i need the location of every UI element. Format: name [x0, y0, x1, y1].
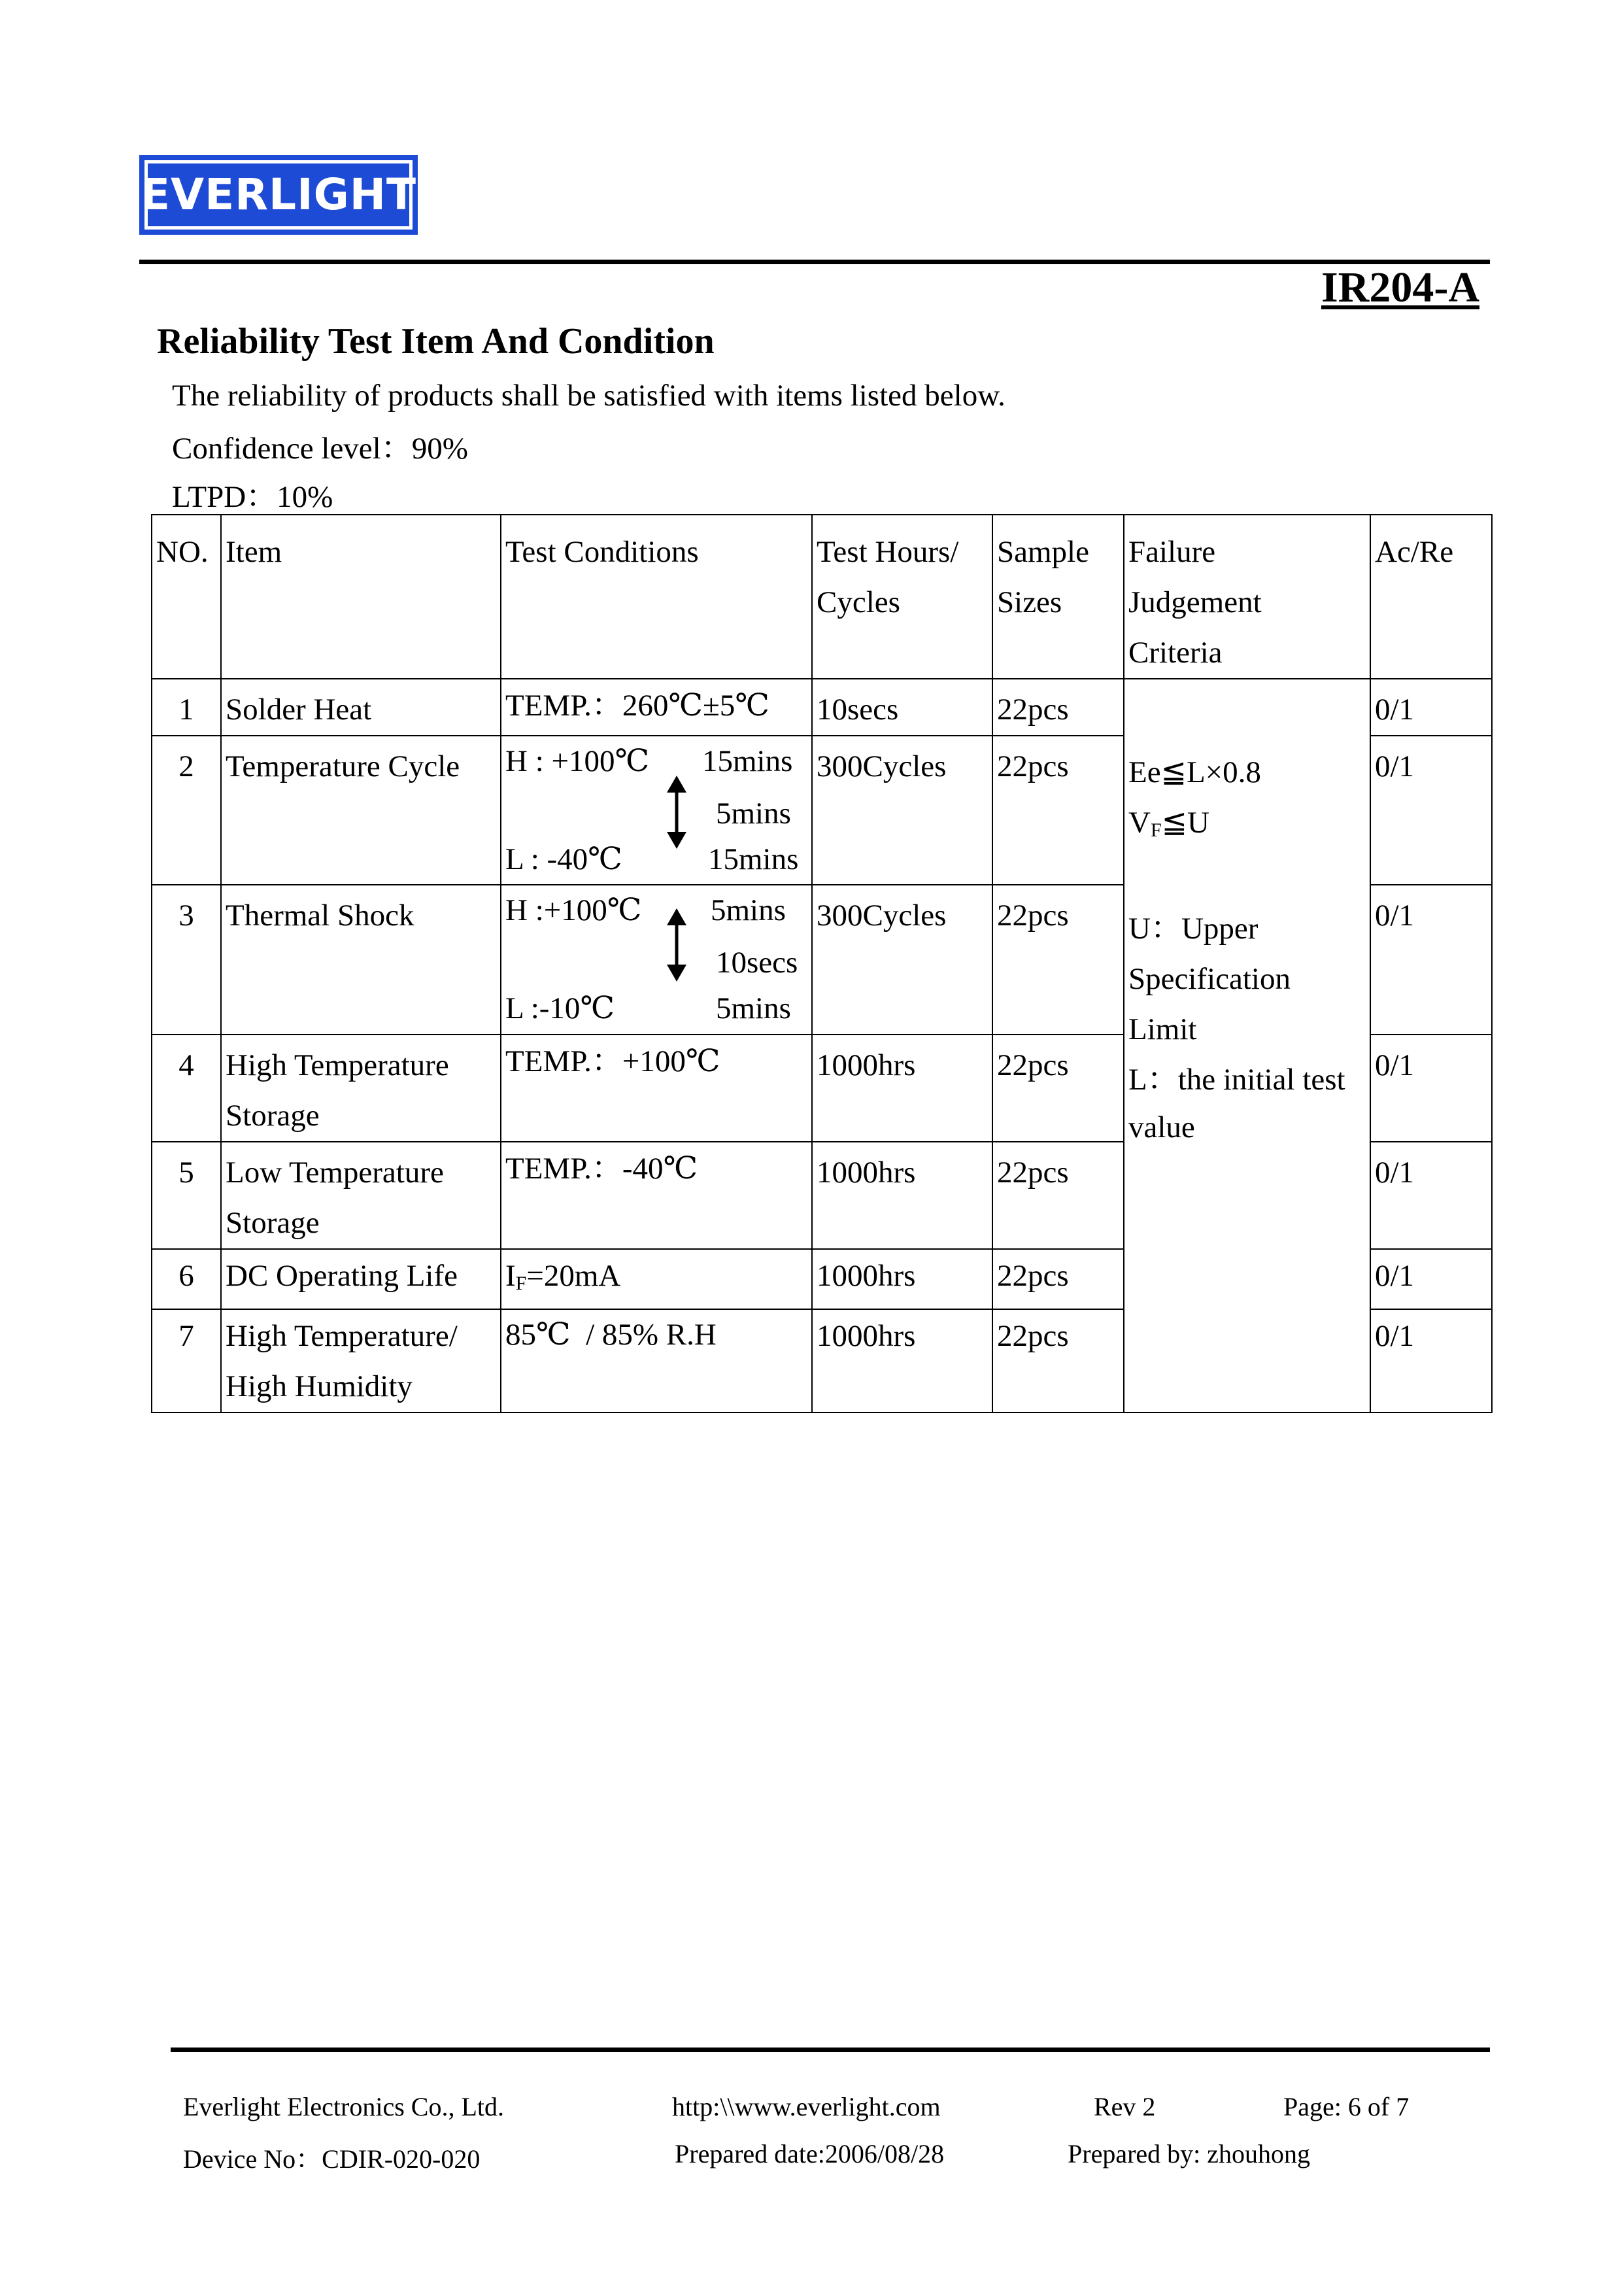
row-acre: 0/1	[1370, 1309, 1492, 1413]
row-item	[221, 1309, 501, 1413]
cond-if-pre: I	[505, 1259, 516, 1293]
intro-line-1: The reliability of products shall be satisfied with items listed below.	[172, 379, 1005, 413]
cond-high-time: 15mins	[702, 744, 793, 778]
header-sample-line2: Sizes	[997, 585, 1062, 619]
footer-company: Everlight Electronics Co., Ltd.	[183, 2092, 504, 2121]
up-down-arrow-icon	[667, 776, 686, 849]
cond-high: H : +100℃	[505, 744, 650, 778]
footer-page-number: Page: 6 of 7	[1283, 2092, 1410, 2121]
section-title: Reliability Test Item And Condition	[157, 321, 715, 362]
header-failure-criteria	[1124, 515, 1370, 679]
row-condition: TEMP.：260℃±5℃	[501, 679, 812, 736]
row-hours: 1000hrs	[812, 1035, 992, 1142]
row-condition-cycle	[501, 736, 812, 885]
header-sample-sizes	[992, 515, 1124, 679]
row-condition: TEMP.：-40℃	[501, 1142, 812, 1249]
logo-text: EVERLIGHT	[140, 169, 417, 220]
row-sample: 22pcs	[992, 1142, 1124, 1249]
criteria-vf-pre: V	[1128, 806, 1151, 840]
header-ac-re: Ac/Re	[1370, 515, 1492, 679]
row-acre: 0/1	[1370, 736, 1492, 885]
ltpd: LTPD：10%	[172, 480, 333, 514]
cond-high-time: 5mins	[711, 893, 786, 927]
row-hours: 1000hrs	[812, 1249, 992, 1309]
header-failure-line1: Failure	[1128, 535, 1216, 569]
row-sample: 22pcs	[992, 736, 1124, 885]
row-condition	[501, 1249, 812, 1309]
header-test-hours-line2: Cycles	[817, 585, 900, 619]
cond-if-post: =20mA	[526, 1259, 621, 1293]
criteria-vf-sub: F	[1150, 819, 1162, 841]
row-hours: 1000hrs	[812, 1142, 992, 1249]
criteria-line-initial: L：the initial test	[1128, 1063, 1345, 1097]
table-row	[152, 679, 1492, 736]
row-sample: 22pcs	[992, 1249, 1124, 1309]
criteria-line-upper: U：Upper	[1128, 912, 1259, 946]
row-sample: 22pcs	[992, 1309, 1124, 1413]
row-hours: 300Cycles	[812, 885, 992, 1035]
row-acre: 0/1	[1370, 1249, 1492, 1309]
row-item	[221, 1142, 501, 1249]
row-hours: 300Cycles	[812, 736, 992, 885]
criteria-line-value: value	[1128, 1110, 1195, 1144]
row-item-line2: High Humidity	[226, 1369, 413, 1403]
row-no: 2	[152, 736, 221, 885]
row-sample: 22pcs	[992, 679, 1124, 736]
row-item-line2: Storage	[226, 1099, 320, 1133]
row-item: Solder Heat	[221, 679, 501, 736]
footer-device-no: Device No：CDIR-020-020	[183, 2144, 481, 2174]
row-item-line1: High Temperature	[226, 1048, 449, 1082]
cond-low: L :-10℃	[505, 991, 615, 1025]
row-item: Temperature Cycle	[221, 736, 501, 885]
cond-transition-time: 10secs	[716, 946, 798, 980]
footer-prepared-date: Prepared date:2006/08/28	[675, 2139, 945, 2168]
header-failure-line3: Criteria	[1128, 636, 1223, 670]
model-number: IR204-A	[1321, 264, 1479, 311]
row-acre: 0/1	[1370, 679, 1492, 736]
cond-transition-time: 5mins	[716, 797, 791, 831]
everlight-logo	[139, 155, 418, 235]
footer-prepared-by: Prepared by: zhouhong	[1068, 2139, 1311, 2168]
criteria-line-spec: Specification	[1128, 962, 1291, 996]
cond-low-time: 15mins	[708, 842, 799, 876]
row-item-line1: High Temperature/	[226, 1319, 458, 1353]
up-down-arrow-icon	[667, 908, 686, 982]
table-header-row	[152, 515, 1492, 679]
footer-rule	[171, 2048, 1490, 2052]
header-item: Item	[221, 515, 501, 679]
criteria-line-ee: Ee≦L×0.8	[1128, 755, 1261, 789]
cond-low-time: 5mins	[716, 991, 791, 1025]
reliability-table	[151, 514, 1493, 1413]
row-condition: 85℃ / 85% R.H	[501, 1309, 812, 1413]
header-failure-line2: Judgement	[1128, 585, 1262, 619]
header-test-conditions: Test Conditions	[501, 515, 812, 679]
header-test-hours	[812, 515, 992, 679]
confidence-level: Confidence level：90%	[172, 432, 468, 466]
header-no: NO.	[152, 515, 221, 679]
row-condition-shock	[501, 885, 812, 1035]
row-item-line1: Low Temperature	[226, 1156, 444, 1190]
row-no: 7	[152, 1309, 221, 1413]
row-acre: 0/1	[1370, 885, 1492, 1035]
criteria-vf-post: ≦U	[1161, 806, 1209, 840]
row-no: 3	[152, 885, 221, 1035]
row-item-line2: Storage	[226, 1206, 320, 1240]
row-sample: 22pcs	[992, 885, 1124, 1035]
row-item	[221, 1035, 501, 1142]
row-item: DC Operating Life	[221, 1249, 501, 1309]
footer-url[interactable]: http:\\www.everlight.com	[672, 2092, 941, 2121]
row-no: 1	[152, 679, 221, 736]
header-test-hours-line1: Test Hours/	[817, 535, 959, 569]
header-rule	[139, 260, 1490, 264]
cond-low: L : -40℃	[505, 842, 622, 876]
logo-frame	[140, 160, 417, 230]
header-sample-line1: Sample	[997, 535, 1089, 569]
row-hours: 10secs	[812, 679, 992, 736]
criteria-line-limit: Limit	[1128, 1012, 1197, 1046]
row-sample: 22pcs	[992, 1035, 1124, 1142]
failure-judgement-criteria	[1124, 679, 1370, 1413]
row-condition: TEMP.：+100℃	[501, 1035, 812, 1142]
row-no: 4	[152, 1035, 221, 1142]
row-item: Thermal Shock	[221, 885, 501, 1035]
criteria-line-vf	[1128, 798, 1366, 855]
row-acre: 0/1	[1370, 1142, 1492, 1249]
cond-high: H :+100℃	[505, 893, 642, 927]
cond-if-sub: F	[515, 1273, 527, 1294]
footer-revision: Rev 2	[1094, 2092, 1156, 2121]
row-no: 5	[152, 1142, 221, 1249]
row-no: 6	[152, 1249, 221, 1309]
row-hours: 1000hrs	[812, 1309, 992, 1413]
row-acre: 0/1	[1370, 1035, 1492, 1142]
